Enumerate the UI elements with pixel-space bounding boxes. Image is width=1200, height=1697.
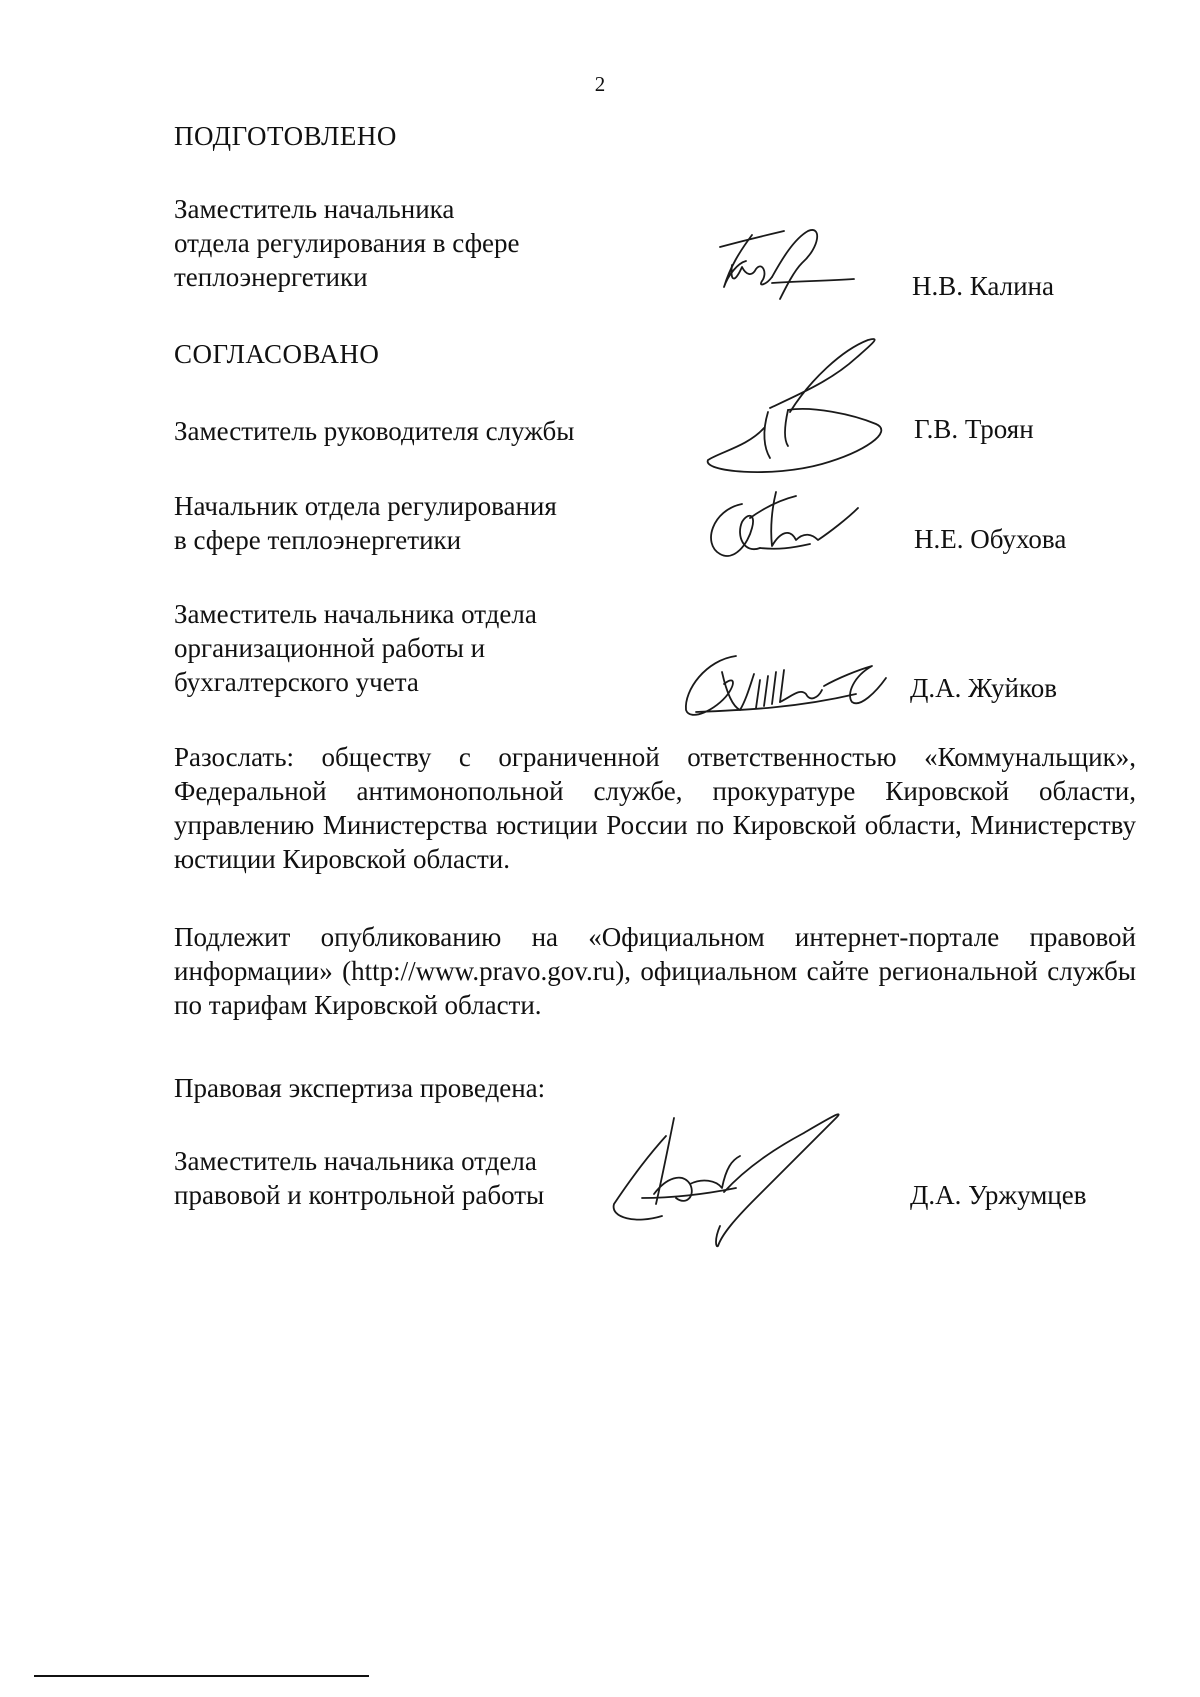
legal-review-position [174, 1144, 544, 1212]
agreed-position-2 [174, 489, 557, 557]
position-line: бухгалтерского учета [174, 667, 419, 697]
footnote-divider [34, 1675, 369, 1677]
signature-kalina [712, 225, 862, 305]
position-line: правовой и контрольной работы [174, 1180, 545, 1210]
signature-obukhova [700, 488, 870, 568]
position-line: Заместитель начальника [174, 194, 455, 224]
prepared-heading: ПОДГОТОВЛЕНО [174, 121, 397, 151]
agreed-heading: СОГЛАСОВАНО [174, 339, 380, 369]
signature-troyan [692, 336, 932, 486]
agreed-name-3: Д.А. Жуйков [910, 673, 1057, 703]
agreed-position-3 [174, 597, 537, 699]
position-line: Заместитель начальника отдела [174, 1146, 537, 1176]
position-line: отдела регулирования в сфере [174, 228, 520, 258]
agreed-position-1 [174, 414, 574, 448]
position-line: Заместитель начальника отдела [174, 599, 537, 629]
prepared-name: Н.В. Калина [912, 271, 1054, 301]
prepared-position [174, 192, 520, 294]
legal-review-heading: Правовая экспертиза проведена: [174, 1073, 546, 1103]
page-number: 2 [594, 72, 606, 96]
agreed-name-2: Н.Е. Обухова [914, 524, 1067, 554]
position-line: в сфере теплоэнергетики [174, 525, 462, 555]
signature-urzhumtsev [606, 1108, 876, 1248]
position-line: теплоэнергетики [174, 262, 368, 292]
distribution-paragraph: Разослать: обществу с ограниченной ответственностью «Коммунальщик», Федеральной антимонопольной службе, прокуратуре Кировской области, управлению Министерства юстиции России по Кировской области, Министерству юстиции Кировской области. [174, 742, 1136, 874]
position-line: организационной работы и [174, 633, 486, 663]
agreed-name-1: Г.В. Троян [914, 414, 1034, 444]
signature-zhuikov [676, 650, 906, 722]
publication-paragraph: Подлежит опубликованию на «Официальном интернет-портале правовой информации» (http://www.pravo.gov.ru), официальном сайте региональной службы по тарифам Кировской области. [174, 922, 1136, 1020]
position-line: Заместитель руководителя службы [174, 416, 575, 446]
position-line: Начальник отдела регулирования [174, 491, 557, 521]
legal-review-name: Д.А. Уржумцев [910, 1180, 1087, 1210]
